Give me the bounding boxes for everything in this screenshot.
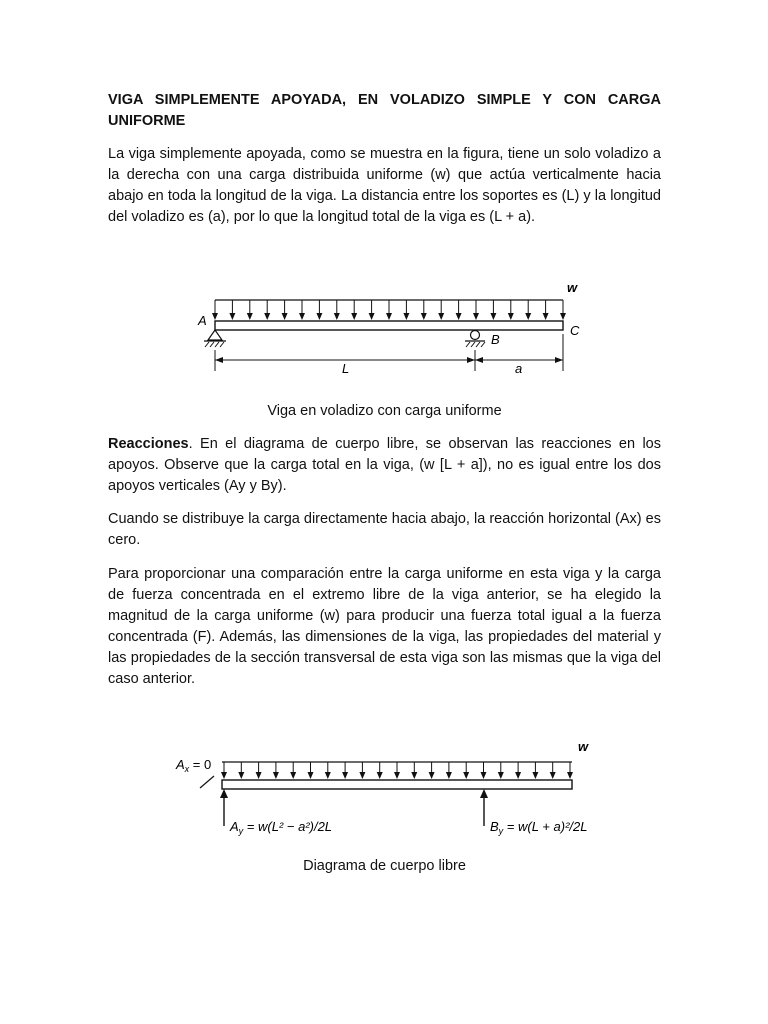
label-ay-formula: $A_y = w(L^2 - a^2)/2L$ <box>230 819 333 836</box>
load-arrow-head <box>411 772 417 779</box>
load-arrow-head <box>299 313 305 320</box>
label-c-end: C <box>570 323 580 338</box>
load-arrow-head <box>273 772 279 779</box>
load-arrow-head <box>550 772 556 779</box>
load-arrow-head <box>342 772 348 779</box>
load-arrow-head <box>212 313 218 320</box>
ax-zero-mark <box>200 776 214 788</box>
load-arrow-head <box>429 772 435 779</box>
load-arrow-head <box>238 772 244 779</box>
label-by-formula: $B_y = w(L + a)^2/2L$ <box>490 819 588 836</box>
load-arrow-head <box>359 772 365 779</box>
reacciones-text: . En el diagrama de cuerpo libre, se observan las reacciones en los apoyos. Observe que la carga total en la viga, (w [L + a]), no es igual entre los dos apoyos verticales (Ay y By). <box>108 436 661 494</box>
load-arrow-head <box>490 313 496 320</box>
figure1-caption: Viga en voladizo con carga uniforme <box>267 403 502 419</box>
load-arrow-head <box>247 313 253 320</box>
load-arrow-head <box>532 772 538 779</box>
load-arrow-head <box>438 313 444 320</box>
load-arrow-head <box>394 772 400 779</box>
roller-support-b <box>465 331 485 348</box>
reaction-arrow-by <box>480 789 488 826</box>
load-arrow-head <box>473 313 479 320</box>
label-a-support: A <box>198 313 207 328</box>
document-title: VIGA SIMPLEMENTE APOYADA, EN VOLADIZO SIMPLE Y CON CARGA UNIFORME <box>108 92 661 129</box>
load-arrow-head <box>351 313 357 320</box>
load-arrow-head <box>508 313 514 320</box>
figure2-caption: Diagrama de cuerpo libre <box>303 858 466 874</box>
load-arrow-head <box>403 313 409 320</box>
load-arrow-head <box>316 313 322 320</box>
load-arrow-head <box>221 772 227 779</box>
label-overhang-a: a <box>515 361 523 376</box>
load-arrow-head <box>525 313 531 320</box>
load-arrow-head <box>377 772 383 779</box>
load-arrow-head <box>481 772 487 779</box>
load-arrow-head <box>256 772 262 779</box>
load-arrow-head <box>456 313 462 320</box>
load-arrow-head <box>463 772 469 779</box>
load-arrow-head <box>498 772 504 779</box>
label-length-l: L <box>342 361 350 376</box>
load-arrow-head <box>308 772 314 779</box>
load-arrow-head <box>282 313 288 320</box>
load-arrow-head <box>334 313 340 320</box>
load-arrow-head <box>543 313 549 320</box>
beam <box>215 321 563 330</box>
load-arrow-head <box>560 313 566 320</box>
load-arrow-head <box>325 772 331 779</box>
dimension-lines <box>215 334 563 371</box>
label-w: w <box>567 280 578 295</box>
load-arrow-head <box>369 313 375 320</box>
label-b-support: B <box>491 332 500 347</box>
comparacion-paragraph: Para proporcionar una comparación entre la carga uniforme en esta viga y la carga de fuerza concentrada en el extremo libre de la viga anterior, se ha elegido la magnitud de la carga uniforme (w) para producir una fuerza total igual a la fuerza concentrada (F). Además, las dimensiones de la viga, las propiedades del material y las propiedades de la sección transversal de esta viga son las mismas que la viga del caso anterior. <box>108 566 661 687</box>
distributed-load-arrows-fbd <box>221 762 573 779</box>
load-arrow-head <box>567 772 573 779</box>
load-arrow-head <box>515 772 521 779</box>
load-arrow-head <box>264 313 270 320</box>
beam-fbd <box>222 780 572 789</box>
label-ax: $A_x = 0$ <box>176 757 212 774</box>
load-arrow-head <box>290 772 296 779</box>
load-arrow-head <box>421 313 427 320</box>
figure1-beam-diagram <box>195 276 595 386</box>
intro-paragraph: La viga simplemente apoyada, como se muestra en la figura, tiene un solo voladizo a la derecha con una carga distribuida uniforme (w) que actúa verticalmente hacia abajo en toda la longitud de la viga. La distancia entre los soportes es (L) y la longitud del voladizo es (a), por lo que la longitud total de la viga es (L + a). <box>108 146 661 225</box>
horizontal-paragraph: Cuando se distribuye la carga directamente hacia abajo, la reacción horizontal (Ax) es cero. <box>108 511 661 548</box>
distributed-load-arrows <box>212 300 566 320</box>
load-arrow-head <box>446 772 452 779</box>
figure2-free-body-diagram <box>170 736 610 840</box>
reacciones-label: Reacciones <box>108 436 189 452</box>
reaction-arrow-ay <box>220 789 228 826</box>
label-w-fbd: w <box>578 739 589 754</box>
reacciones-paragraph <box>108 434 661 497</box>
load-arrow-head <box>386 313 392 320</box>
pin-support-a <box>204 330 226 347</box>
load-arrow-head <box>229 313 235 320</box>
